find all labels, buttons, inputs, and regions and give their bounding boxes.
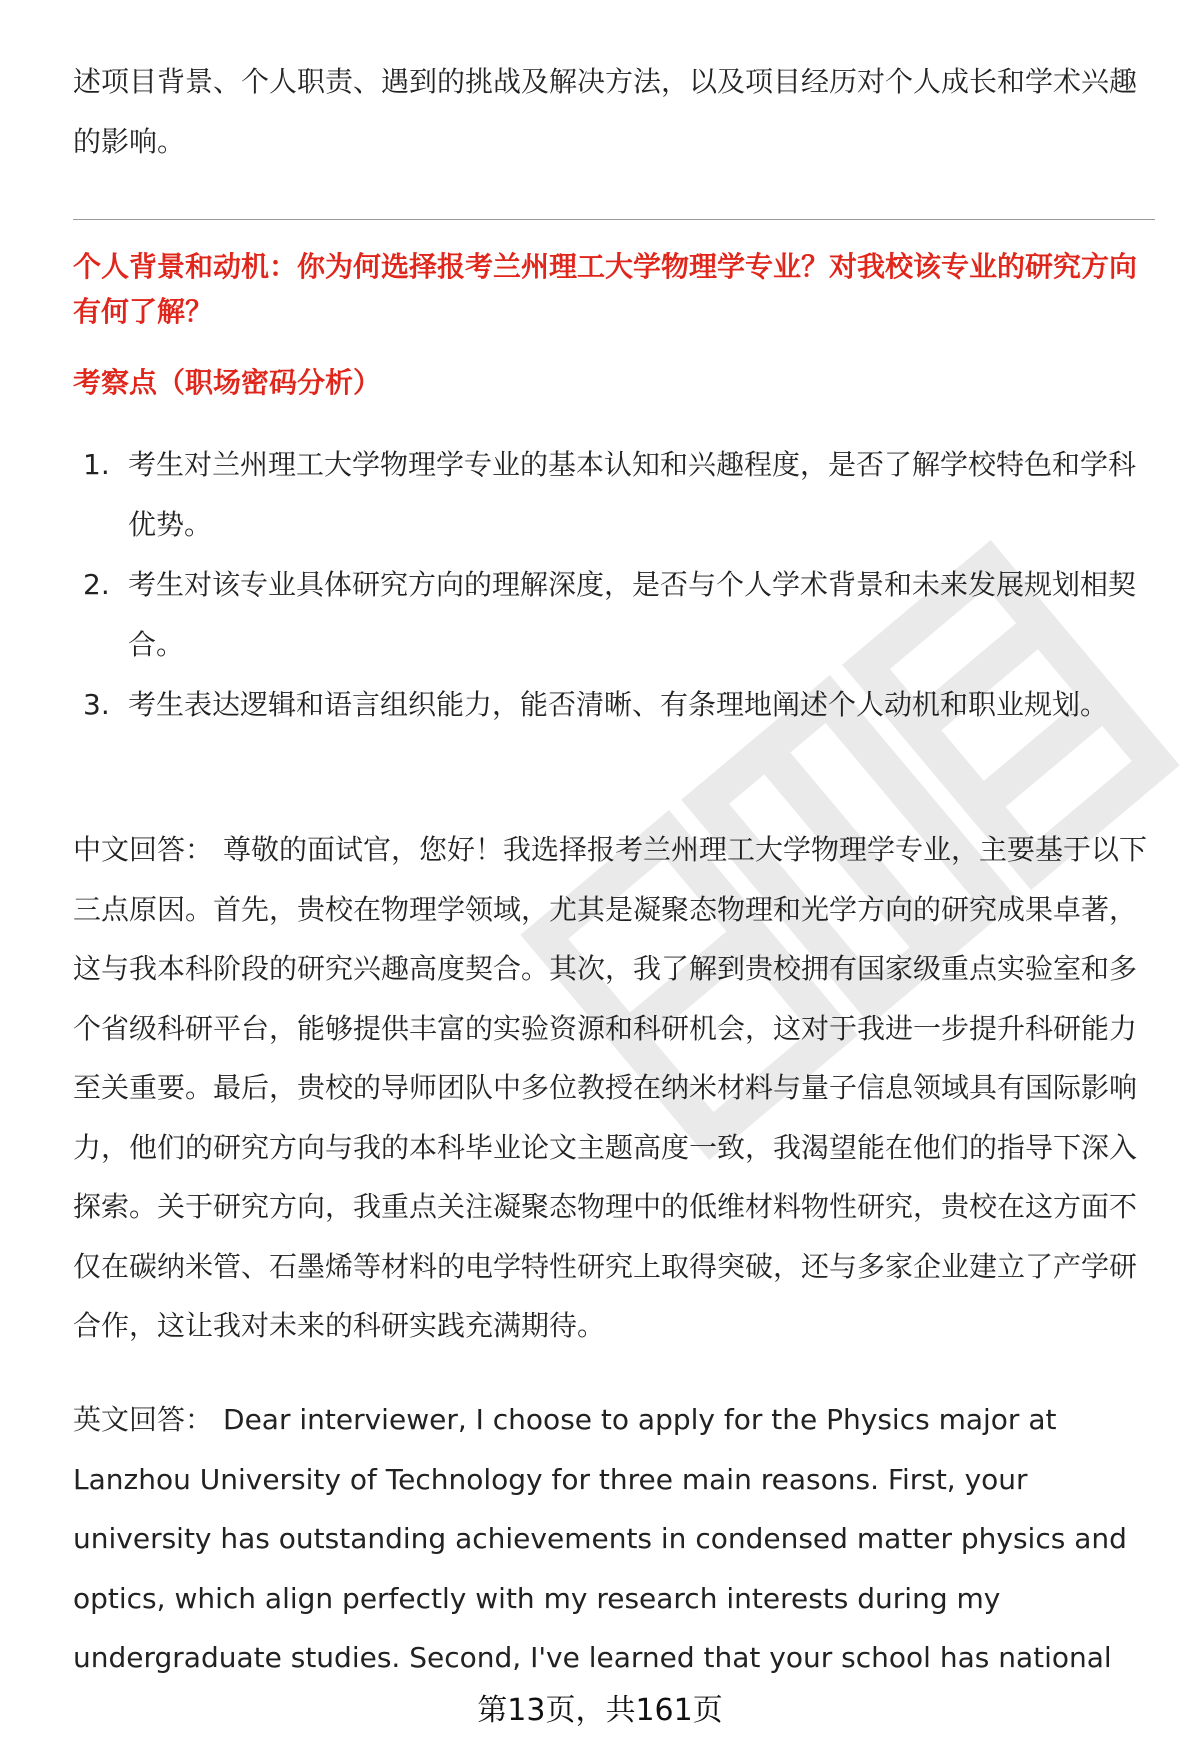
english-answer-text: Dear interviewer, I choose to apply for the Physics major at Lanzhou University of Technology for three main reasons. First, your university has outstanding achievements in condensed matter physics and optics, which align perfectly with my research interests during my undergraduate studies. Second, I've learned that your school has national [73, 1403, 1127, 1674]
intro-paragraph: 述项目背景、个人职责、遇到的挑战及解决方法，以及项目经历对个人成长和学术兴趣的影响。 [73, 65, 1138, 158]
question-heading: 个人背景和动机：你为何选择报考兰州理工大学物理学专业？对我校该专业的研究方向有何了解？ [73, 250, 1138, 328]
page-body [73, 52, 1155, 172]
chinese-answer [73, 820, 1155, 1356]
focus-item-number: 2. [83, 568, 110, 601]
focus-item-text: 考生表达逻辑和语言组织能力，能否清晰、有条理地阐述个人动机和职业规划。 [128, 688, 1109, 721]
chinese-answer-label: 中文回答： [73, 833, 214, 866]
focus-item-number: 1. [83, 448, 110, 481]
focus-item-text: 考生对该专业具体研究方向的理解深度，是否与个人学术背景和未来发展规划相契合。 [128, 568, 1137, 661]
focus-heading: 考察点（职场密码分析） [73, 366, 382, 399]
english-answer-label: 英文回答： [73, 1403, 214, 1436]
chinese-answer-text: 尊敬的面试官，您好！我选择报考兰州理工大学物理学专业，主要基于以下三点原因。首先，贵校在物理学领域，尤其是凝聚态物理和光学方向的研究成果卓著，这与我本科阶段的研究兴趣高度契合。其次，我了解到贵校拥有国家级重点实验室和多个省级科研平台，能够提供丰富的实验资源和科研机会，这对于我进一步提升科研能力至关重要。最后，贵校的导师团队中多位教授在纳米材料与量子信息领域具有国际影响力，他们的研究方向与我的本科毕业论文主题高度一致，我渴望能在他们的指导下深入探索。关于研究方向，我重点关注凝聚态物理中的低维材料物性研究，贵校在这方面不仅在碳纳米管、石墨烯等材料的电学特性研究上取得突破，还与多家企业建立了产学研合作，这让我对未来的科研实践充满期待。 [73, 833, 1148, 1342]
focus-item-2 [73, 555, 1155, 675]
focus-list [73, 435, 1155, 735]
focus-item-text: 考生对兰州理工大学物理学专业的基本认知和兴趣程度，是否了解学校特色和学科优势。 [128, 448, 1137, 541]
section-divider [73, 219, 1155, 220]
page-footer: 第13页，共161页 [0, 1686, 1200, 1736]
focus-item-1 [73, 435, 1155, 555]
english-answer [73, 1390, 1155, 1688]
focus-item-3 [73, 675, 1155, 735]
focus-item-number: 3. [83, 688, 110, 721]
